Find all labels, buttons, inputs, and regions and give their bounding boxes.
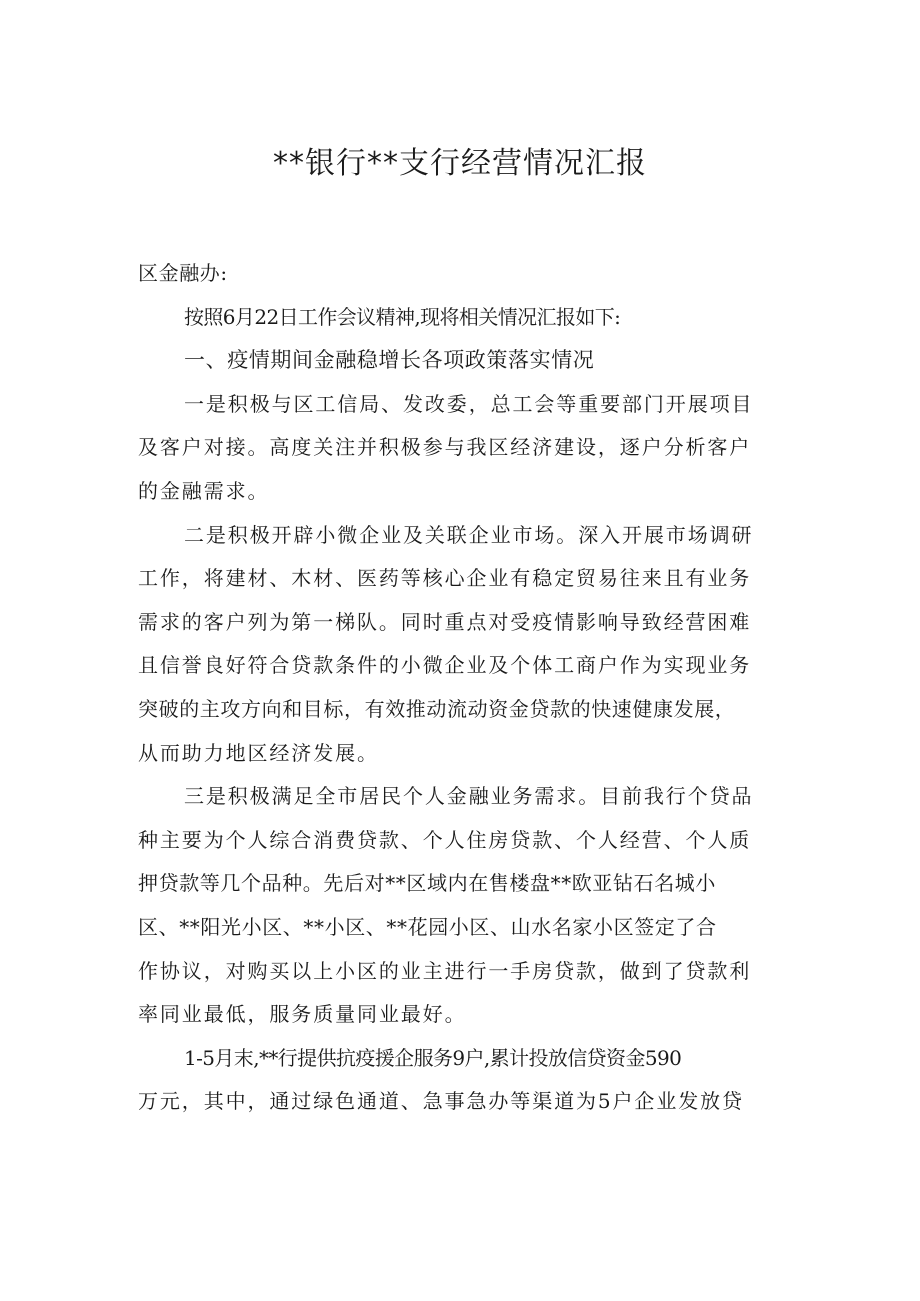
paragraph-3-line: 种主要为个人综合消费贷款、个人住房贷款、个人经营、个人质 bbox=[138, 827, 752, 852]
paragraph-2-line: 突破的主攻方向和目标，有效推动流动资金贷款的快速健康发展， bbox=[138, 696, 736, 721]
intro-paragraph: 按照6月22日工作会议精神,现将相关情况汇报如下: bbox=[184, 304, 621, 329]
document-title: **银行**支行经营情况汇报 bbox=[273, 146, 647, 181]
recipient-line: 区金融办: bbox=[138, 261, 228, 285]
paragraph-3-line: 区、**阳光小区、**小区、**花园小区、山水名家小区签定了合 bbox=[138, 914, 717, 939]
paragraph-3-line: 率同业最低，服务质量同业最好。 bbox=[138, 1002, 467, 1027]
paragraph-1-line: 一是积极与区工信局、发改委，总工会等重要部门开展项目 bbox=[184, 391, 754, 416]
paragraph-2-line: 二是积极开辟小微企业及关联企业市场。深入开展市场调研 bbox=[184, 522, 754, 547]
paragraph-3-line: 作协议，对购买以上小区的业主进行一手房贷款，做到了贷款利 bbox=[138, 958, 752, 983]
document-body bbox=[138, 252, 802, 1124]
paragraph-1-line: 及客户对接。高度关注并积极参与我区经济建设，逐户分析客户 bbox=[138, 435, 752, 460]
paragraph-4-line: 1-5月末,**行提供抗疫援企服务9户,累计投放信贷资金590 bbox=[184, 1045, 682, 1070]
paragraph-2-line: 从而助力地区经济发展。 bbox=[138, 740, 379, 765]
paragraph-2-line: 工作，将建材、木材、医药等核心企业有稳定贸易往来且有业务 bbox=[138, 566, 752, 591]
paragraph-2-line: 需求的客户列为第一梯队。同时重点对受疫情影响导致经营困难 bbox=[138, 609, 752, 634]
paragraph-1-line: 的金融需求。 bbox=[138, 478, 270, 503]
paragraph-2-line: 且信誉良好符合贷款条件的小微企业及个体工商户作为实现业务 bbox=[138, 653, 752, 678]
paragraph-3-line: 三是积极满足全市居民个人金融业务需求。目前我行个贷品 bbox=[184, 784, 754, 809]
paragraph-4-line: 万元，其中，通过绿色通道、急事急办等渠道为5户企业发放贷 bbox=[138, 1089, 744, 1114]
section-heading: 一、疫情期间金融稳增长各项政策落实情况 bbox=[184, 348, 595, 373]
paragraph-3-line: 押贷款等几个品种。先后对**区域内在售楼盘**欧亚钻石名城小 bbox=[138, 871, 716, 896]
